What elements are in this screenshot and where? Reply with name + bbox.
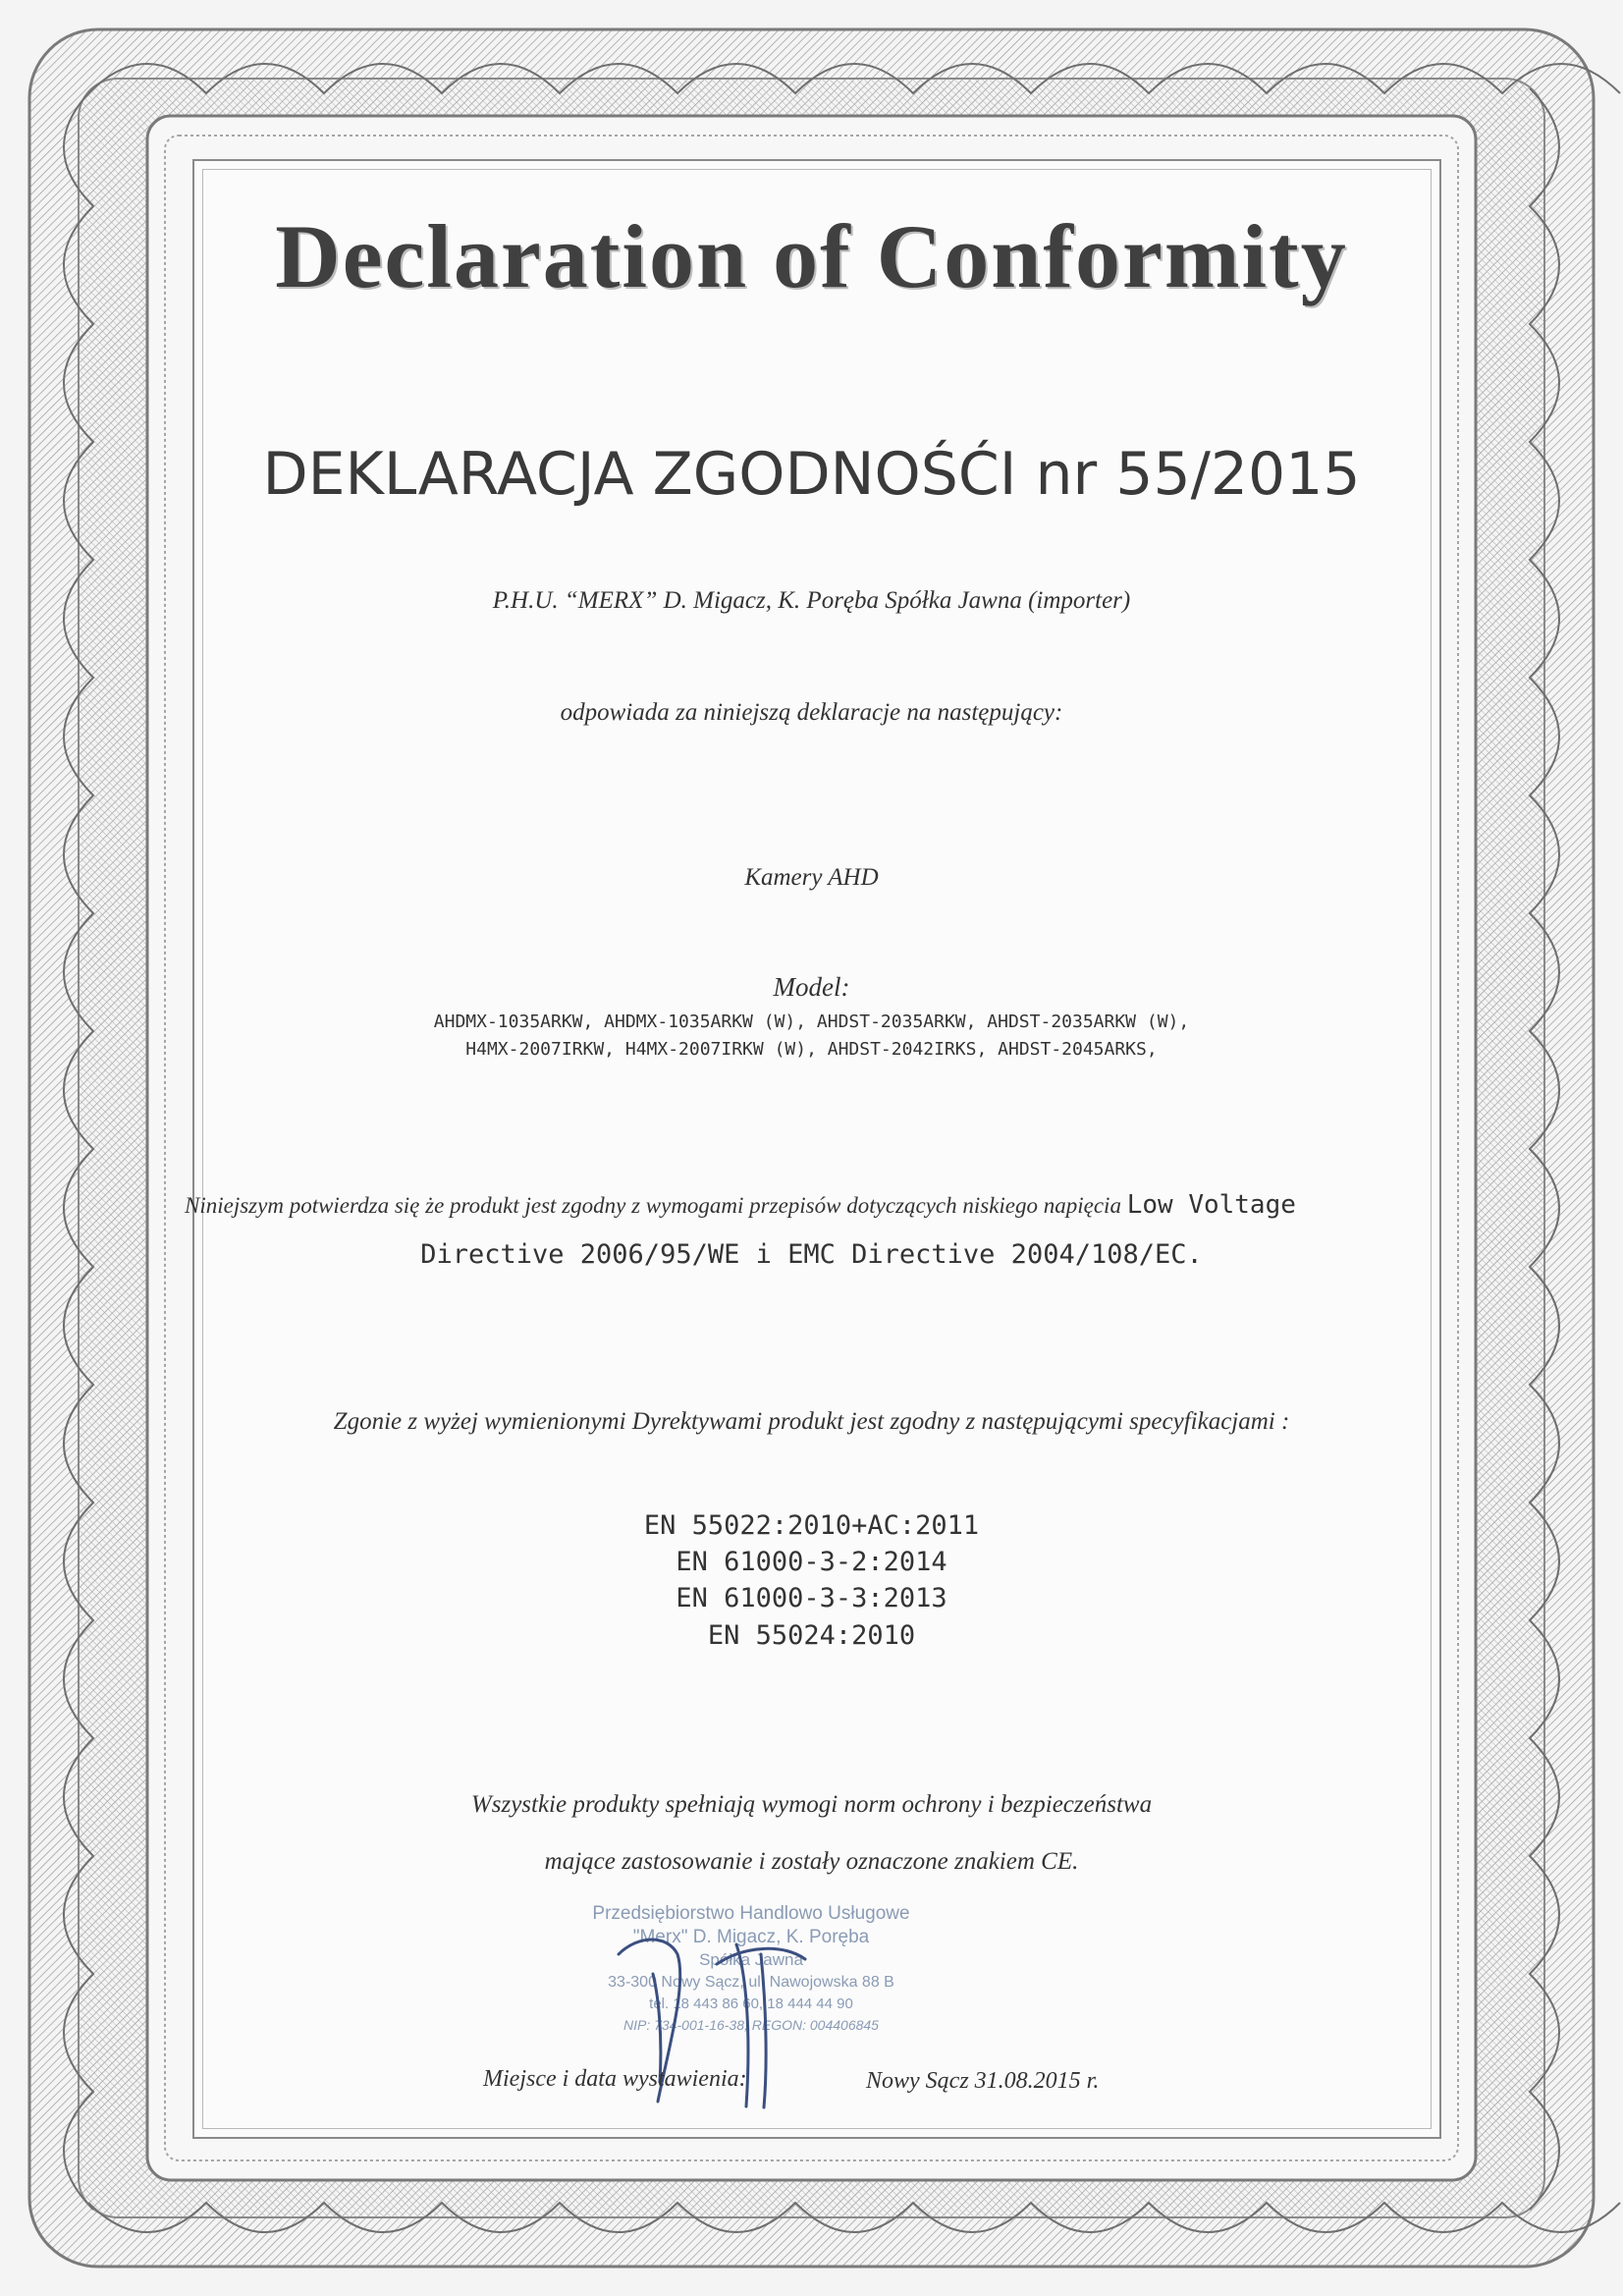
confirmation-line — [185, 1190, 1296, 1220]
stamp-line: tel. 18 443 86 60, 18 444 44 90 — [649, 1995, 853, 2012]
product-name: Kamery AHD — [744, 864, 879, 891]
title-polish: DEKLARACJA ZGODNOŚĆI nr 55/2015 — [262, 440, 1361, 509]
stamp-line: "Merx" D. Migacz, K. Poręba — [632, 1927, 870, 1947]
products-statement-2: mające zastosowanie i zostały oznaczone znakiem CE. — [544, 1848, 1079, 1875]
compliance-line: Zgonie z wyżej wymienionymi Dyrektywami produkt jest zgodny z następującymi specyfikacjami : — [333, 1408, 1290, 1435]
models-line-1: AHDMX-1035ARKW, AHDMX-1035ARKW (W), AHDST-2035ARKW, AHDST-2035ARKW (W), — [433, 1011, 1190, 1032]
stamp-line: Przedsiębiorstwo Handlowo Usługowe — [592, 1903, 910, 1924]
stamp-line: NIP: 734-001-16-38, REGON: 004406845 — [623, 2017, 879, 2033]
products-statement-1: Wszystkie produkty spełniają wymogi norm ochrony i bezpieczeństwa — [470, 1791, 1153, 1818]
standard-item: EN 61000-3-3:2013 — [676, 1583, 947, 1613]
model-label: Model: — [773, 972, 850, 1002]
stamp-line: 33-300 Nowy Sącz, ul. Nawojowska 88 B — [608, 1974, 894, 1991]
place-date-value: Nowy Sącz 31.08.2015 r. — [866, 2068, 1100, 2094]
standard-item: EN 55024:2010 — [707, 1620, 916, 1651]
confirmation-text: Niniejszym potwierdza się że produkt jest zgodny z wymogami przepisów dotyczących niskiego napięcia — [185, 1193, 1121, 1218]
directives-line: Directive 2006/95/WE i EMC Directive 2004/108/EC. — [420, 1239, 1203, 1270]
importer-line: P.H.U. “MERX” D. Migacz, K. Poręba Spółka Jawna (importer) — [492, 587, 1131, 614]
title-english: Declaration of Conformity — [275, 206, 1348, 306]
stamp-line: Spółka Jawna — [699, 1950, 803, 1969]
standard-item: EN 55022:2010+AC:2011 — [643, 1510, 980, 1541]
responsible-line: odpowiada za niniejszą deklaracje na następujący: — [560, 699, 1063, 726]
standard-item: EN 61000-3-2:2014 — [676, 1547, 947, 1577]
confirmation-directive: Low Voltage — [1126, 1190, 1296, 1220]
models-line-2: H4MX-2007IRKW, H4MX-2007IRKW (W), AHDST-2042IRKS, AHDST-2045ARKS, — [465, 1039, 1158, 1060]
place-date-label: Miejsce i data wystawienia: — [483, 2066, 747, 2092]
